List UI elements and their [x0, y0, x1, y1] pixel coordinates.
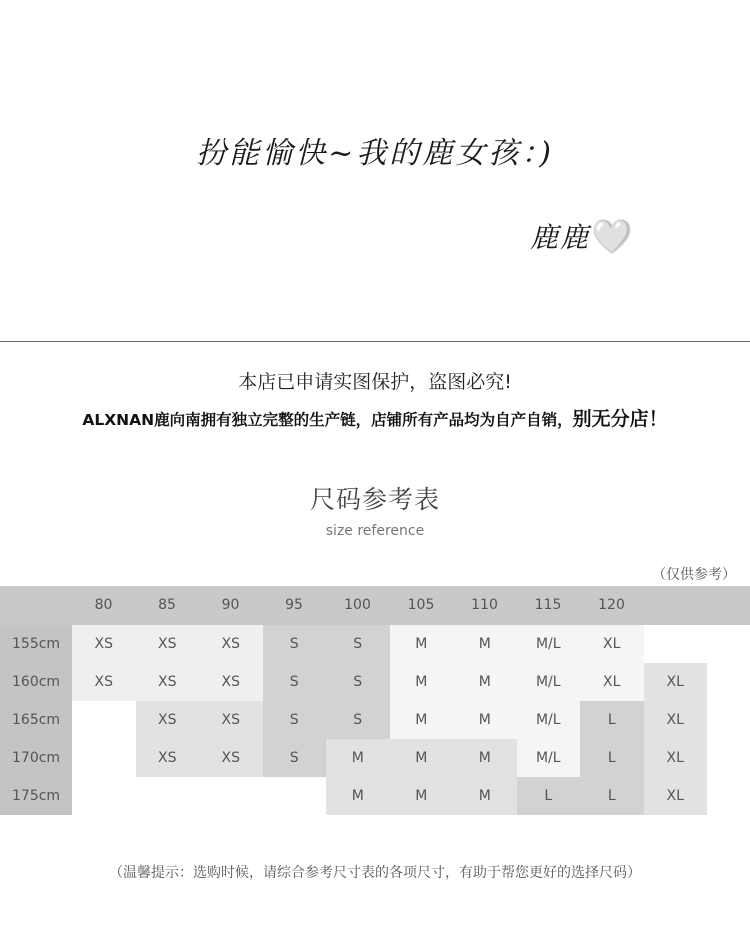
size-cell: XS [136, 625, 200, 663]
footer-tip: （温馨提示：选购时候，请综合参考尺寸表的各项尺寸，有助于帮您更好的选择尺码） [109, 865, 641, 881]
divider [0, 341, 750, 342]
size-cell: XS [136, 739, 200, 777]
reference-note: （仅供参考） [652, 567, 736, 583]
weight-header: 105 [407, 597, 435, 613]
size-cell: M [453, 625, 517, 663]
size-cell: M [390, 739, 454, 777]
weight-header: 120 [598, 597, 625, 613]
weight-header: 85 [158, 597, 176, 613]
signature [530, 216, 634, 256]
size-cell: L [517, 777, 581, 815]
size-cell: XS [72, 625, 136, 663]
weight-header: 90 [221, 597, 240, 613]
size-cell: M [390, 701, 454, 739]
size-cell: XL [644, 663, 708, 701]
size-cell: S [263, 663, 327, 701]
size-cell: L [580, 701, 644, 739]
size-cell: M [390, 625, 454, 663]
height-label: 155cm [0, 625, 72, 663]
size-cell: XS [199, 701, 263, 739]
size-chart-subtitle: size reference [325, 523, 425, 539]
size-cell: XS [199, 625, 263, 663]
weight-header: 80 [94, 597, 113, 613]
size-cell: XL [580, 625, 644, 663]
store-notice-text: ALXNAN鹿向南拥有独立完整的生产链，店铺所有产品均为自产自销， [82, 411, 573, 429]
size-cell: M [326, 777, 390, 815]
size-cell: XL [644, 739, 708, 777]
weight-header: 100 [344, 597, 371, 613]
size-cell: S [326, 663, 390, 701]
size-cell: M [453, 739, 517, 777]
store-notice [0, 404, 750, 431]
size-cell: S [263, 739, 327, 777]
size-cell: M/L [517, 625, 581, 663]
size-cell: S [263, 625, 327, 663]
size-cell: M/L [517, 663, 581, 701]
height-label: 160cm [0, 663, 72, 701]
store-notice-emphasis: 别无分店！ [572, 408, 668, 430]
size-cell: XL [644, 777, 708, 815]
height-label: 175cm [0, 777, 72, 815]
copyright-notice: 本店已申请实图保护，盗图必究! [238, 371, 512, 393]
signature-text: 鹿鹿 [530, 221, 591, 254]
greeting-text: 扮能愉快~我的鹿女孩：) [196, 136, 554, 171]
size-cell: XS [136, 663, 200, 701]
size-cell: M [390, 777, 454, 815]
size-cell: M [453, 701, 517, 739]
weight-header: 110 [471, 597, 498, 613]
size-cell: L [580, 739, 644, 777]
size-cell: L [580, 777, 644, 815]
size-cell: XS [199, 663, 263, 701]
height-label: 165cm [0, 701, 72, 739]
size-cell: M/L [517, 739, 581, 777]
size-cell: S [326, 701, 390, 739]
size-cell: M [326, 739, 390, 777]
size-cell: XL [644, 701, 708, 739]
size-chart-title: 尺码参考表 [309, 485, 440, 514]
weight-header: 95 [285, 597, 303, 613]
weight-header: 115 [534, 597, 562, 613]
size-cell: M [390, 663, 454, 701]
size-cell: XL [580, 663, 644, 701]
size-cell: XS [199, 739, 263, 777]
size-cell: S [263, 701, 327, 739]
size-cell: XS [72, 663, 136, 701]
height-label: 170cm [0, 739, 72, 777]
size-cell: M [453, 663, 517, 701]
size-cell: S [326, 625, 390, 663]
size-cell: M [453, 777, 517, 815]
size-cell: XS [136, 701, 200, 739]
heart-icon: 🤍 [592, 217, 634, 255]
size-cell: M/L [517, 701, 581, 739]
